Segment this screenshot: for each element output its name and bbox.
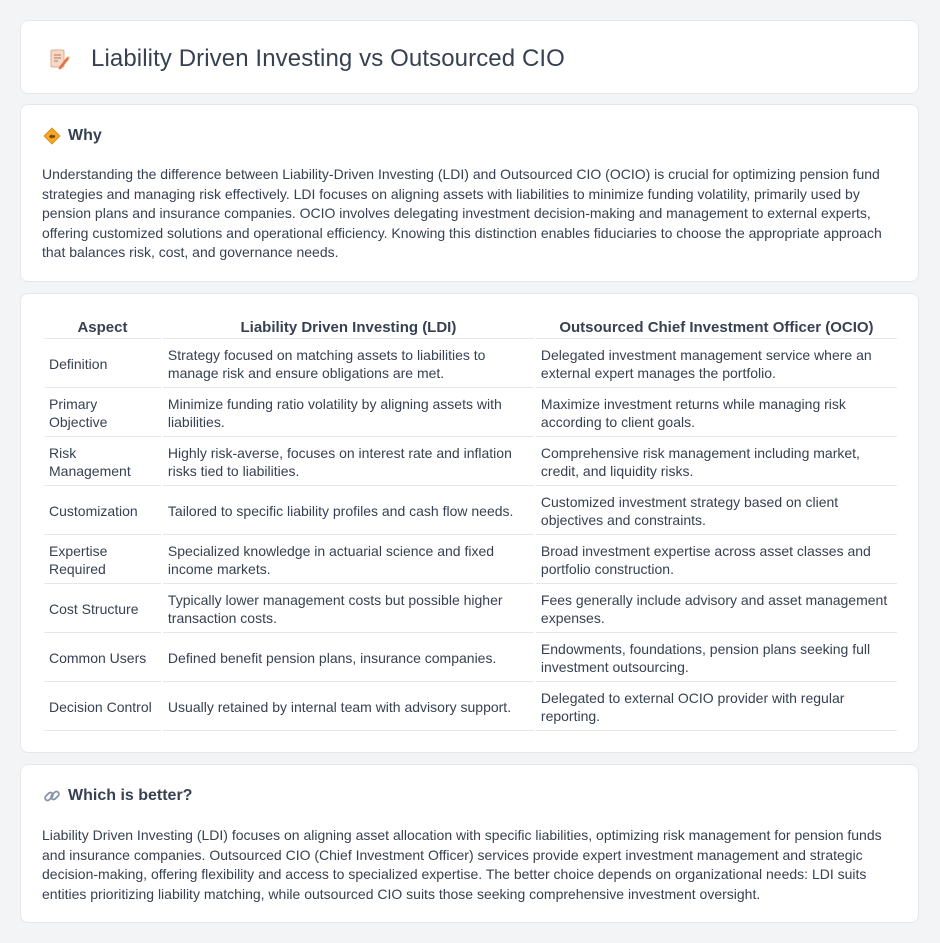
table-row — [44, 684, 897, 731]
column-header-ldi: Liability Driven Investing (LDI) — [163, 317, 534, 339]
diamond-sign-icon — [43, 127, 61, 145]
comparison-table — [42, 315, 899, 733]
table-row — [44, 635, 897, 682]
aspect-cell: Expertise Required — [44, 537, 161, 584]
why-card — [20, 104, 919, 282]
table-row — [44, 586, 897, 633]
ldi-cell: Minimize funding ratio volatility by aligning assets with liabilities. — [163, 390, 534, 437]
why-heading: Why — [68, 127, 102, 144]
aspect-cell: Customization — [44, 488, 161, 535]
title-row — [48, 45, 565, 73]
better-text: Liability Driven Investing (LDI) focuses on aligning asset allocation with specific liabilities, optimizing risk management for pension funds and insurance companies. Outsourced CIO (Chief Investment Officer) services provide expert investment management and strategic decision-making, offering flexibility and access to specialized expertise. The better choice depends on organizational needs: LDI suits entities prioritizing liability matching, while outsourced CIO suits those seeking comprehensive investment oversight. — [42, 827, 882, 902]
ocio-cell: Endowments, foundations, pension plans seeking full investment outsourcing. — [536, 635, 897, 682]
table-row — [44, 341, 897, 388]
page-title: Liability Driven Investing vs Outsourced CIO — [91, 45, 565, 72]
table-row — [44, 488, 897, 535]
link-icon — [43, 787, 61, 805]
ldi-cell: Specialized knowledge in actuarial science and fixed income markets. — [163, 537, 534, 584]
why-heading-row — [43, 127, 102, 145]
why-text: Understanding the difference between Liability-Driven Investing (LDI) and Outsourced CIO (OCIO) is crucial for optimizing pension fund strategies and managing risk effectively. LDI focuses on aligning assets with liabilities to minimize funding volatility, primarily used by pension plans and insurance companies. OCIO involves delegating investment decision-making and management to external experts, offering customized solutions and operational efficiency. Knowing this distinction enables fiduciaries to choose the appropriate approach that balances risk, cost, and governance needs. — [42, 166, 882, 261]
ldi-cell: Tailored to specific liability profiles and cash flow needs. — [163, 488, 534, 535]
header-card — [20, 20, 919, 94]
ocio-cell: Broad investment expertise across asset classes and portfolio construction. — [536, 537, 897, 584]
table-row — [44, 537, 897, 584]
ocio-cell: Delegated investment management service where an external expert manages the portfolio. — [536, 341, 897, 388]
ocio-cell: Maximize investment returns while managing risk according to client goals. — [536, 390, 897, 437]
ocio-cell: Delegated to external OCIO provider with regular reporting. — [536, 684, 897, 731]
ocio-cell: Fees generally include advisory and asset management expenses. — [536, 586, 897, 633]
comparison-card — [20, 293, 919, 753]
ldi-cell: Defined benefit pension plans, insurance companies. — [163, 635, 534, 682]
column-header-ocio: Outsourced Chief Investment Officer (OCIO) — [536, 317, 897, 339]
document-pencil-icon — [48, 48, 70, 70]
column-header-aspect: Aspect — [44, 317, 161, 339]
table-header-row — [44, 317, 897, 339]
better-heading: Which is better? — [68, 787, 193, 804]
which-better-card — [20, 764, 919, 923]
table-row — [44, 439, 897, 486]
ldi-cell: Highly risk-averse, focuses on interest rate and inflation risks tied to liabilities. — [163, 439, 534, 486]
better-heading-row — [43, 787, 192, 805]
ocio-cell: Comprehensive risk management including market, credit, and liquidity risks. — [536, 439, 897, 486]
ldi-cell: Strategy focused on matching assets to liabilities to manage risk and ensure obligations are met. — [163, 341, 534, 388]
ldi-cell: Typically lower management costs but possible higher transaction costs. — [163, 586, 534, 633]
aspect-cell: Primary Objective — [44, 390, 161, 437]
aspect-cell: Decision Control — [44, 684, 161, 731]
aspect-cell: Definition — [44, 341, 161, 388]
aspect-cell: Common Users — [44, 635, 161, 682]
table-row — [44, 390, 897, 437]
ldi-cell: Usually retained by internal team with advisory support. — [163, 684, 534, 731]
ocio-cell: Customized investment strategy based on client objectives and constraints. — [536, 488, 897, 535]
aspect-cell: Cost Structure — [44, 586, 161, 633]
aspect-cell: Risk Management — [44, 439, 161, 486]
